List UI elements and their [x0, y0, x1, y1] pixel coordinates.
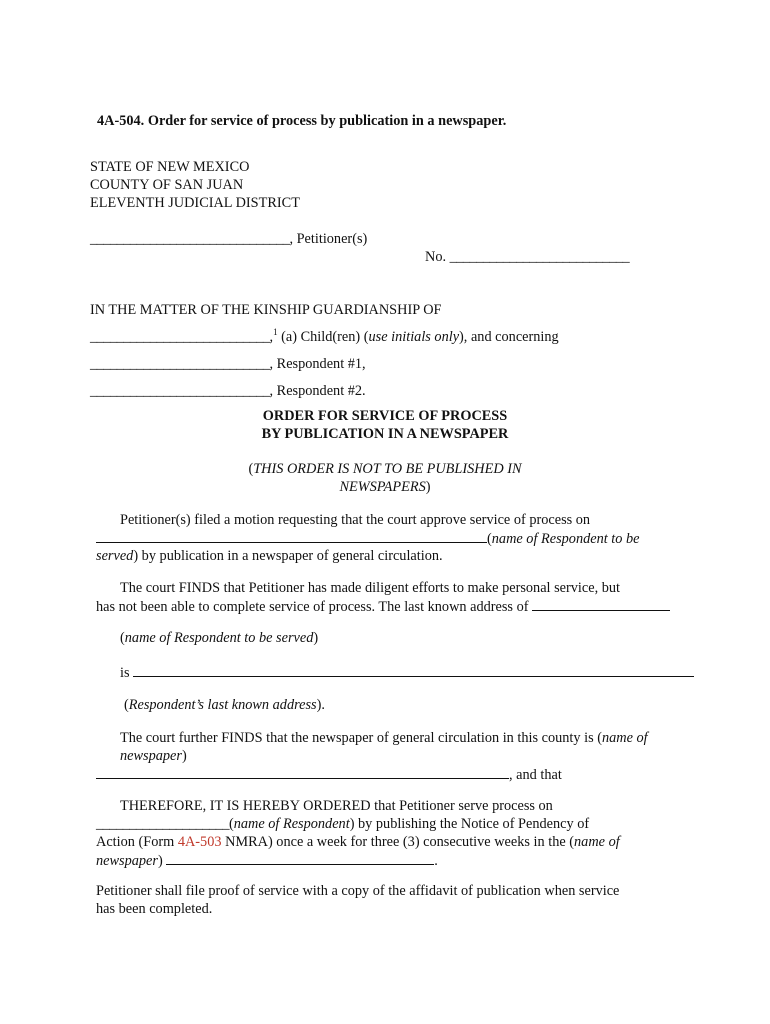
court-state: STATE OF NEW MEXICO — [90, 159, 250, 175]
order-title-line1: ORDER FOR SERVICE OF PROCESS — [262, 408, 508, 424]
order-respondent-blank[interactable]: ____________________ — [96, 816, 229, 832]
publication-notice-line2: NEWSPAPERS) — [339, 479, 431, 495]
court-county: COUNTY OF SAN JUAN — [90, 177, 244, 193]
rule-heading: 4A-504. Order for service of process by publication in a newspaper. — [97, 113, 507, 129]
para1-line2: (name of Respondent to be — [96, 529, 639, 548]
para5-line1: Petitioner shall file proof of service with a copy of the affidavit of publication when service — [96, 883, 620, 899]
footnote-marker: 1 — [273, 327, 278, 337]
last-known-respondent-blank[interactable] — [532, 597, 670, 611]
para4-line2: ____________________(name of Respondent) by publishing the Notice of Pendency of — [96, 816, 590, 832]
case-no-blank[interactable]: ___________________________ — [449, 249, 630, 265]
para4-line4: newspaper) . — [96, 853, 438, 869]
order-title-line2: BY PUBLICATION IN A NEWSPAPER — [261, 426, 509, 442]
matter-heading: IN THE MATTER OF THE KINSHIP GUARDIANSHIP OF — [90, 302, 442, 318]
respondent-served-blank[interactable] — [96, 529, 487, 543]
publication-newspaper-blank[interactable] — [166, 851, 434, 865]
para5-line2: has been completed. — [96, 901, 213, 917]
para2-line1: The court FINDS that Petitioner has made diligent efforts to make personal service, but — [120, 580, 620, 596]
para2-respondent-hint: (name of Respondent to be served) — [120, 630, 319, 646]
para2-line2: has not been able to complete service of process. The last known address of — [96, 597, 670, 616]
para2-address-hint: (Respondent’s last known address). — [124, 697, 325, 713]
court-district: ELEVENTH JUDICIAL DISTRICT — [90, 195, 300, 211]
respondent2-blank[interactable]: ___________________________ — [90, 383, 270, 399]
case-no-label: No. — [425, 249, 450, 265]
respondent1-blank[interactable]: ___________________________ — [90, 356, 270, 372]
petitioner-line — [90, 230, 367, 248]
para3-line1: The court further FINDS that the newspaper of general circulation in this county is (name of — [120, 730, 648, 746]
respondent2-line: ___________________________, Respondent #2. — [90, 383, 366, 399]
publication-notice-line1: (THIS ORDER IS NOT TO BE PUBLISHED IN — [248, 461, 522, 477]
respondent1-line: ___________________________, Respondent #1, — [90, 356, 366, 372]
child-line: ___________________________,$^1$ (a) Child(ren) (use initials only), and concerning — [90, 327, 559, 345]
newspaper-name-blank[interactable] — [96, 765, 509, 779]
para1-line3: served) by publication in a newspaper of general circulation. — [96, 548, 443, 564]
para3-line3: , and that — [96, 765, 562, 784]
case-number-line — [425, 248, 629, 266]
para3-line2: newspaper) — [120, 748, 187, 764]
petitioner-label: , Petitioner(s) — [289, 231, 368, 247]
petitioner-blank[interactable]: ______________________________ — [90, 231, 290, 247]
para1-line1: Petitioner(s) filed a motion requesting that the court approve service of process on — [120, 512, 591, 528]
child-blank[interactable]: ___________________________ — [90, 329, 270, 345]
para4-line1: THEREFORE, IT IS HEREBY ORDERED that Petitioner serve process on — [120, 798, 553, 814]
last-known-address-blank[interactable] — [133, 663, 694, 677]
form-4a-503-link[interactable]: 4A-503 — [177, 834, 222, 850]
para4-line3: Action (Form 4A-503 NMRA) once a week for three (3) consecutive weeks in the (name of — [96, 834, 620, 850]
para2-address-line: is — [120, 663, 694, 682]
